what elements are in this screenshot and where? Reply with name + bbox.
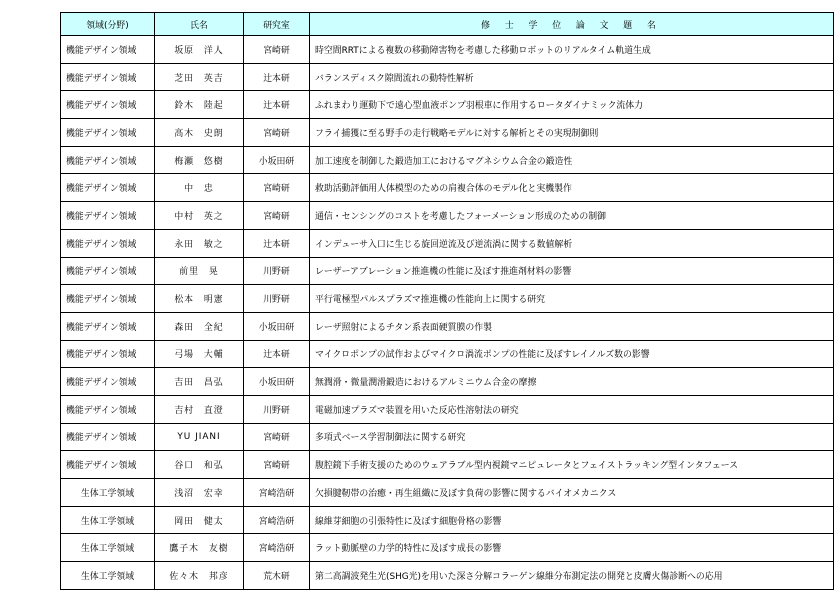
table-row: [61, 63, 834, 91]
name-cell: 芝田 英吉: [155, 63, 244, 91]
lab-cell: 宮崎研: [244, 119, 310, 147]
title-cell: 多項式ベース学習制御法に関する研究: [310, 423, 834, 451]
name-cell: 高木 史朗: [155, 119, 244, 147]
lab-cell: 宮崎浩研: [244, 479, 310, 507]
field-cell: 機能デザイン領域: [61, 63, 155, 91]
field-cell: 機能デザイン領域: [61, 174, 155, 202]
table-row: [61, 506, 834, 534]
title-cell: レーザーアブレーション推進機の性能に及ぼす推進剤材料の影響: [310, 257, 834, 285]
field-cell: 機能デザイン領域: [61, 257, 155, 285]
title-cell: バランスディスク隙間流れの動特性解析: [310, 63, 834, 91]
thesis-table: [60, 12, 834, 590]
lab-cell: 宮崎研: [244, 36, 310, 64]
table-row: [61, 146, 834, 174]
table-row: [61, 312, 834, 340]
name-cell: 吉村 直澄: [155, 395, 244, 423]
field-cell: 機能デザイン領域: [61, 36, 155, 64]
table-row: [61, 285, 834, 313]
lab-cell: 小坂田研: [244, 312, 310, 340]
table-row: [61, 395, 834, 423]
name-cell: 前里 晃: [155, 257, 244, 285]
name-cell: 鷹子木 友樹: [155, 534, 244, 562]
header-title: 修 士 学 位 論 文 題 名: [310, 13, 834, 36]
lab-cell: 川野研: [244, 257, 310, 285]
field-cell: 機能デザイン領域: [61, 202, 155, 230]
title-cell: 線維芽細胞の引張特性に及ぼす細胞骨格の影響: [310, 506, 834, 534]
name-cell: 永田 敏之: [155, 229, 244, 257]
title-cell: マイクロポンプの試作およびマイクロ渦流ポンプの性能に及ぼすレイノルズ数の影響: [310, 340, 834, 368]
title-cell: 腹腔鏡下手術支援のためのウェアラブル型内視鏡マニピュレータとフェイストラッキング型インタフェース: [310, 451, 834, 479]
title-cell: フライ捕獲に至る野手の走行戦略モデルに対する解析とその実現制御則: [310, 119, 834, 147]
field-cell: 機能デザイン領域: [61, 119, 155, 147]
lab-cell: 川野研: [244, 395, 310, 423]
name-cell: 吉田 昌弘: [155, 368, 244, 396]
field-cell: 機能デザイン領域: [61, 312, 155, 340]
table-row: [61, 119, 834, 147]
header-row: [61, 13, 834, 36]
field-cell: 機能デザイン領域: [61, 368, 155, 396]
table-row: [61, 423, 834, 451]
title-cell: 第二高調波発生光(SHG光)を用いた深さ分解コラーゲン線維分布測定法の開発と皮膚火傷診断への応用: [310, 562, 834, 590]
field-cell: 機能デザイン領域: [61, 340, 155, 368]
name-cell: 梅瀬 悠樹: [155, 146, 244, 174]
name-cell: 浅沼 宏幸: [155, 479, 244, 507]
table-row: [61, 202, 834, 230]
name-cell: YU JIANI: [155, 423, 244, 451]
table-row: [61, 340, 834, 368]
title-cell: 時空間RRTによる複数の移動障害物を考慮した移動ロボットのリアルタイム軌道生成: [310, 36, 834, 64]
title-cell: 救助活動評価用人体模型のための肩複合体のモデル化と実機製作: [310, 174, 834, 202]
lab-cell: 宮崎浩研: [244, 506, 310, 534]
table-row: [61, 36, 834, 64]
lab-cell: 辻本研: [244, 340, 310, 368]
header-field: 領域(分野): [61, 13, 155, 36]
lab-cell: 辻本研: [244, 229, 310, 257]
field-cell: 機能デザイン領域: [61, 285, 155, 313]
title-cell: 電磁加速プラズマ装置を用いた反応性溶射法の研究: [310, 395, 834, 423]
name-cell: 中 忠: [155, 174, 244, 202]
lab-cell: 宮崎研: [244, 174, 310, 202]
field-cell: 生体工学領域: [61, 562, 155, 590]
title-cell: 平行電極型パルスプラズマ推進機の性能向上に関する研究: [310, 285, 834, 313]
table-row: [61, 368, 834, 396]
name-cell: 谷口 和弘: [155, 451, 244, 479]
field-cell: 生体工学領域: [61, 534, 155, 562]
lab-cell: 小坂田研: [244, 146, 310, 174]
field-cell: 機能デザイン領域: [61, 229, 155, 257]
lab-cell: 荒木研: [244, 562, 310, 590]
lab-cell: 辻本研: [244, 91, 310, 119]
title-cell: 欠損腱靭帯の治癒・再生組織に及ぼす負荷の影響に関するバイオメカニクス: [310, 479, 834, 507]
name-cell: 松本 明憲: [155, 285, 244, 313]
table-row: [61, 479, 834, 507]
title-cell: ふれまわり運動下で遠心型血液ポンプ羽根車に作用するロータダイナミック流体力: [310, 91, 834, 119]
field-cell: 機能デザイン領域: [61, 91, 155, 119]
name-cell: 森田 全紀: [155, 312, 244, 340]
title-cell: 無潤滑・微量潤滑鍛造におけるアルミニウム合金の摩擦: [310, 368, 834, 396]
title-cell: 通信・センシングのコストを考慮したフォーメーション形成のための制御: [310, 202, 834, 230]
name-cell: 弓場 大輔: [155, 340, 244, 368]
table-row: [61, 534, 834, 562]
name-cell: 岡田 健太: [155, 506, 244, 534]
field-cell: 機能デザイン領域: [61, 423, 155, 451]
field-cell: 生体工学領域: [61, 479, 155, 507]
lab-cell: 辻本研: [244, 63, 310, 91]
table-row: [61, 562, 834, 590]
lab-cell: 小坂田研: [244, 368, 310, 396]
field-cell: 機能デザイン領域: [61, 451, 155, 479]
table-row: [61, 174, 834, 202]
header-lab: 研究室: [244, 13, 310, 36]
lab-cell: 宮崎浩研: [244, 534, 310, 562]
name-cell: 鈴木 陸起: [155, 91, 244, 119]
table-row: [61, 229, 834, 257]
title-cell: ラット動脈壁の力学的特性に及ぼす成長の影響: [310, 534, 834, 562]
table-row: [61, 451, 834, 479]
lab-cell: 宮崎研: [244, 423, 310, 451]
title-cell: レーザ照射によるチタン系表面硬質膜の作製: [310, 312, 834, 340]
lab-cell: 川野研: [244, 285, 310, 313]
name-cell: 中村 英之: [155, 202, 244, 230]
name-cell: 佐々木 邦彦: [155, 562, 244, 590]
title-cell: インデューサ入口に生じる旋回逆流及び逆流渦に関する数値解析: [310, 229, 834, 257]
field-cell: 機能デザイン領域: [61, 395, 155, 423]
header-name: 氏名: [155, 13, 244, 36]
field-cell: 生体工学領域: [61, 506, 155, 534]
title-cell: 加工速度を制御した鍛造加工におけるマグネシウム合金の鍛造性: [310, 146, 834, 174]
field-cell: 機能デザイン領域: [61, 146, 155, 174]
table-row: [61, 91, 834, 119]
lab-cell: 宮崎研: [244, 202, 310, 230]
table-row: [61, 257, 834, 285]
name-cell: 坂原 洋人: [155, 36, 244, 64]
lab-cell: 宮崎研: [244, 451, 310, 479]
